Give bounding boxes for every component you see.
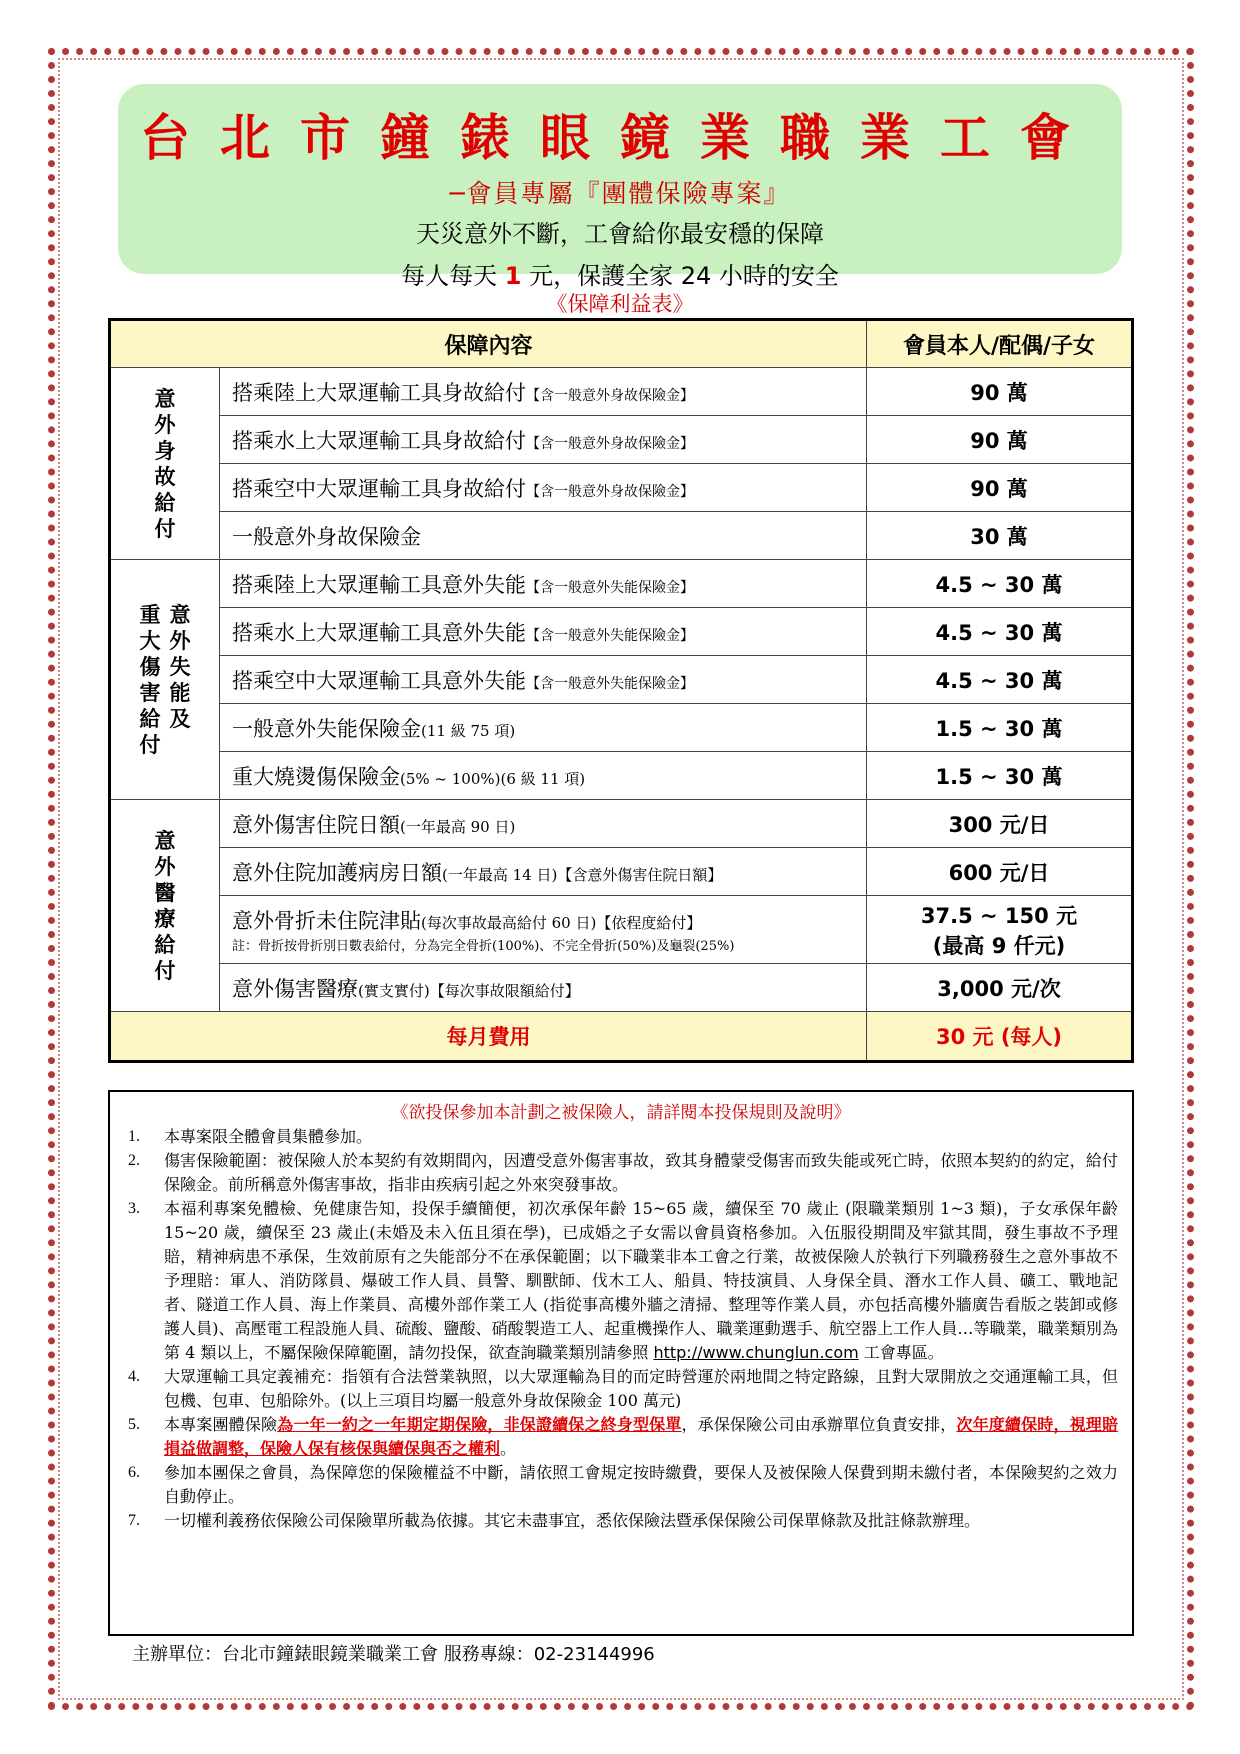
item-note: 【含一般意外身故保險金】	[526, 387, 694, 404]
item-label: 意外骨折未住院津貼	[232, 909, 421, 933]
table-row	[110, 464, 1133, 512]
category-label: 意外醫療給付	[154, 827, 176, 983]
slogan-line-1: 天災意外不斷，工會給你最安穩的保障	[416, 220, 824, 248]
benefit-item	[220, 512, 867, 560]
column-header-content: 保障內容	[110, 320, 867, 368]
rules-heading: 《欲投保參加本計劃之被保險人，請詳閱本投保規則及說明》	[391, 1103, 851, 1123]
benefit-amount: 4.5 ~ 30 萬	[867, 608, 1133, 656]
benefit-amount: 30 萬	[867, 512, 1133, 560]
table-row	[110, 560, 1133, 608]
benefit-amount: 300 元/日	[867, 800, 1133, 848]
item-text: 本專案限全體會員集體參加。	[164, 1127, 373, 1146]
item-label: 搭乘水上大眾運輸工具意外失能	[232, 620, 526, 645]
monthly-fee-value: 30 元 (每人)	[867, 1012, 1133, 1062]
item-label: 意外傷害醫療	[232, 976, 358, 1001]
list-item	[124, 1149, 1118, 1197]
item-label: 意外住院加護病房日額	[232, 860, 442, 885]
category-label: 意外身故給付	[154, 385, 176, 541]
header-banner	[118, 84, 1122, 290]
item-note: 【含一般意外身故保險金】	[526, 435, 694, 452]
benefit-item	[220, 656, 867, 704]
item-note: 【含一般意外身故保險金】	[526, 483, 694, 500]
list-item	[124, 1413, 1118, 1461]
highlight-text: 次年度續保時，視理賠損益做調整，保險人保有核保與續保與否之權利	[164, 1415, 1118, 1458]
item-number: 3.	[128, 1200, 140, 1217]
item-label: 搭乘空中大眾運輸工具意外失能	[232, 668, 526, 693]
item-note: (每次事故最高給付 60 日)【依程度給付】	[421, 914, 702, 932]
amount-line-1: 37.5 ~ 150 元	[920, 903, 1078, 928]
item-number: 7.	[128, 1512, 140, 1529]
item-text: ，承保保險公司由承辦單位負責安排，	[681, 1415, 957, 1434]
item-label: 意外傷害住院日額	[232, 812, 400, 837]
benefit-amount: 600 元/日	[867, 848, 1133, 896]
item-label: 重大燒燙傷保險金	[232, 764, 400, 789]
table-header-row	[110, 320, 1133, 368]
table-row	[110, 512, 1133, 560]
table-row	[110, 848, 1133, 896]
list-item	[124, 1365, 1118, 1413]
benefit-amount: 90 萬	[867, 464, 1133, 512]
list-item	[124, 1125, 1118, 1149]
benefit-item	[220, 560, 867, 608]
list-item	[124, 1461, 1118, 1509]
benefit-item	[220, 896, 867, 964]
table-row	[110, 800, 1133, 848]
table-row	[110, 752, 1133, 800]
monthly-fee-row	[110, 1012, 1133, 1062]
table-row	[110, 608, 1133, 656]
item-note: (實支實付)【每次事故限額給付】	[358, 981, 580, 1000]
item-note: (5% ~ 100%)(6 級 11 項)	[400, 769, 586, 788]
item-subnote: 註：骨折按骨折別日數表給付，分為完全骨折(100%)、不完全骨折(50%)及龜裂(25%)	[232, 939, 735, 954]
list-item	[124, 1197, 1118, 1365]
benefit-item	[220, 964, 867, 1012]
category-label-wrap	[111, 602, 219, 758]
table-caption: 《保障利益表》	[546, 292, 694, 316]
category-label: 意外失能及	[169, 601, 191, 731]
benefits-table	[108, 318, 1134, 1063]
table-row	[110, 964, 1133, 1012]
column-header-insured: 會員本人/配偶/子女	[867, 320, 1133, 368]
item-text: 本福利專案免體檢、免健康告知，投保手續簡便，初次承保年齡 15~65 歲，續保至 70 歲止 (限職業類別 1~3 類)，子女承保年齡 15~20 歲，續保至 23 歲止(未婚及未入伍且須在學)，已成婚之子女需以會員資格參加。入伍服役期間及牢獄其間，發生事故不予理賠，精神病患不承保，生效前原有之失能部分不在承保範圍；以下職業非本工會之行業，故被保險人於執行下列職務發生之意外事故不予理賠：軍人、消防隊員、爆破工作人員、員警、馴獸師、伐木工人、船員、特技演員、人身保全員、潛水工作人員、礦工、戰地記者、隧道工作人員、海上作業員、高樓外部作業工人 (指從事高樓外牆之清掃、整理等作業人員，亦包括高樓外牆廣告看版之裝卸或修護人員)、高壓電工程設施人員、硫酸、鹽酸、硝酸製造工人、起重機操作人、職業運動選手、航空器上工作人員…等職業，職業類別為第 4 類以上，不屬保險保障範圍，請勿投保，欲查詢職業類別請參照	[164, 1199, 1118, 1362]
item-label: 一般意外身故保險金	[232, 524, 421, 549]
table-row	[110, 704, 1133, 752]
rules-list	[124, 1125, 1118, 1533]
table-row	[110, 656, 1133, 704]
item-label: 搭乘陸上大眾運輸工具身故給付	[232, 380, 526, 405]
service-phone: 02-23144996	[533, 1644, 655, 1665]
item-label: 一般意外失能保險金	[232, 716, 421, 741]
benefit-amount: 90 萬	[867, 416, 1133, 464]
item-note: (一年最高 90 日)	[400, 817, 516, 836]
footer-organizer	[132, 1640, 655, 1666]
item-text: 工會專區。	[858, 1343, 944, 1362]
category-death-benefit	[110, 368, 220, 560]
item-note: 【含一般意外失能保險金】	[526, 627, 694, 644]
page-subtitle: ─會員專屬『團體保險專案』	[449, 179, 791, 208]
table-row	[110, 416, 1133, 464]
item-number: 6.	[128, 1464, 140, 1481]
page-title: 台北市鐘錶眼鏡業職業工會	[140, 108, 1100, 167]
benefit-amount: 1.5 ~ 30 萬	[867, 704, 1133, 752]
occupation-category-link[interactable]: http://www.chunglun.com	[653, 1343, 859, 1362]
slogan-text: 每人每天	[401, 262, 505, 290]
category-medical-benefit	[110, 800, 220, 1012]
benefit-item	[220, 704, 867, 752]
benefit-item	[220, 416, 867, 464]
item-label: 搭乘水上大眾運輸工具身故給付	[232, 428, 526, 453]
item-label: 搭乘陸上大眾運輸工具意外失能	[232, 572, 526, 597]
category-label: 重大傷害給付	[139, 601, 161, 757]
item-number: 2.	[128, 1152, 140, 1169]
list-item	[124, 1509, 1118, 1533]
benefit-amount: 1.5 ~ 30 萬	[867, 752, 1133, 800]
benefit-amount: 90 萬	[867, 368, 1133, 416]
benefit-item	[220, 800, 867, 848]
item-note: (一年最高 14 日)【含意外傷害住院日額】	[442, 865, 723, 884]
item-note: (11 級 75 項)	[421, 721, 516, 740]
item-note: 【含一般意外失能保險金】	[526, 675, 694, 692]
rules-box	[108, 1090, 1134, 1636]
highlight-text: 為一年一約之一年期定期保險，非保證續保之終身型保單	[277, 1415, 682, 1434]
item-number: 1.	[128, 1128, 140, 1145]
slogan-text: 元，保護全家 24 小時的安全	[521, 262, 839, 290]
table-row	[110, 896, 1133, 964]
item-text: 大眾運輸工具定義補充：指領有合法營業執照，以大眾運輸為目的而定時營運於兩地間之特定路線，且對大眾開放之交通運輸工具，但包機、包車、包船除外。(以上三項目均屬一般意外身故保險金 100 萬元)	[164, 1367, 1118, 1410]
organizer-label: 主辦單位：台北市鐘錶眼鏡業職業工會 服務專線：	[132, 1644, 534, 1665]
category-disability-benefit	[110, 560, 220, 800]
benefit-item	[220, 368, 867, 416]
benefit-item	[220, 464, 867, 512]
benefit-amount: 4.5 ~ 30 萬	[867, 656, 1133, 704]
item-note: 【含一般意外失能保險金】	[526, 579, 694, 596]
benefit-amount: 4.5 ~ 30 萬	[867, 560, 1133, 608]
amount-line-2: (最高 9 仟元)	[932, 933, 1066, 958]
item-text: 本專案團體保險	[164, 1415, 278, 1434]
item-text: 。	[500, 1439, 517, 1458]
table-row	[110, 368, 1133, 416]
benefit-item	[220, 848, 867, 896]
item-text: 一切權利義務依保險公司保險單所載為依據。其它未盡事宜，悉依保險法暨承保保險公司保單條款及批註條款辦理。	[164, 1511, 981, 1530]
item-text: 參加本團保之會員，為保障您的保險權益不中斷，請依照工會規定按時繳費，要保人及被保險人保費到期未繳付者，本保險契約之效力自動停止。	[164, 1463, 1118, 1506]
item-label: 搭乘空中大眾運輸工具身故給付	[232, 476, 526, 501]
benefit-item	[220, 608, 867, 656]
benefit-amount	[867, 896, 1133, 964]
item-number: 4.	[128, 1368, 140, 1385]
item-text: 傷害保險範圍：被保險人於本契約有效期間內，因遭受意外傷害事故，致其身體蒙受傷害而致失能或死亡時，依照本契約的約定，給付保險金。前所稱意外傷害事故，指非由疾病引起之外來突發事故。	[164, 1151, 1118, 1194]
benefit-amount: 3,000 元/次	[867, 964, 1133, 1012]
benefit-item	[220, 752, 867, 800]
item-number: 5.	[128, 1416, 140, 1433]
monthly-fee-label: 每月費用	[110, 1012, 867, 1062]
slogan-highlight-number: 1	[504, 262, 522, 290]
